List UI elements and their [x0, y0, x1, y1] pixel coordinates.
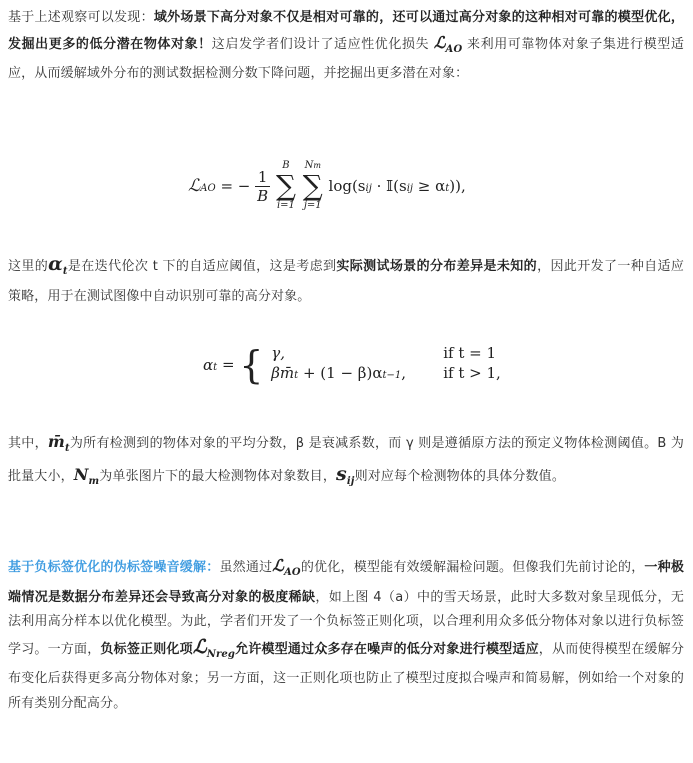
cases-block — [271, 343, 501, 386]
equation-alpha-t: αt = { γ, if t = 1 βm̄t + (1 − β)αt−1, if t > 1, — [203, 342, 501, 387]
equation-loss-ao: ℒAO = − $\frac{1}{B}$ B ∑ i=1 Nm ∑ j=1 log(sij · 𝕀(sij ≥ αt)), — [188, 160, 466, 211]
n-m-symbol: $N_m$ — [73, 464, 100, 487]
loss-nreg-symbol: ℒ$_{Nreg}$ — [192, 635, 236, 660]
sum-over-i: B ∑ i=1 — [275, 160, 296, 211]
intro-text-1: 这启发学者们设计了适应性优化损失 — [211, 36, 430, 52]
fraction-one-over-b: $\frac{1}{B}$ — [257, 167, 269, 205]
loss-ao-symbol: ℒ$_{AO}$ — [433, 32, 463, 55]
loss-ao-symbol-2: ℒ$_{AO}$ — [272, 556, 301, 578]
paragraph-intro — [8, 6, 684, 87]
alpha-t-symbol: $\alpha_t$ — [48, 253, 68, 277]
paragraph-negative-label: 基于负标签优化的伪标签噪音缓解：虽然通过ℒ$_{AO}$的优化，模型能有效缓解漏检问题。但像我们先前讨论的，一种极端情况是数据分布差异还会导致高分对象的极度稀缺，如上图 4（a）中的雪天场景，此时大多数对象呈现低分，无法利用高分样本以优化模型。为此，学者们开发了一个负标签正则化项，以合理利用众多低分物体对象以进行负标签学习。一方面，负标签正则化项ℒ$_{Nreg}$允许模型通过众多存在噪声的低分对象进行模型适应，从而使得模型在缓解分布变化后获得更多高分物体对象；另一方面，这一正则化项也防止了模型过度拟合噪声和简易解，例如给一个对象的所有类别分配高分。 — [8, 556, 684, 711]
case-row-1: γ, if t = 1 — [271, 344, 497, 362]
threshold-bold: 实际测试场景的分布差异是未知的 — [336, 259, 538, 274]
section-heading-accent: 基于负标签优化的伪标签噪音缓解： — [8, 560, 220, 575]
intro-lead: 基于上述观察可以发现： — [8, 10, 154, 25]
cases-brace: { — [239, 342, 264, 387]
paragraph-threshold: 这里的$\alpha_t$是在迭代伦次 t 下的自适应阈值，这是考虑到实际测试场景的分布差异是未知的，因此开发了一种自适应策略，用于在测试图像中自动识别可靠的高分对象。 — [8, 253, 684, 304]
paragraph-definitions: 其中，$m̄_t$为所有检测到的物体对象的平均分数，β 是衰减系数，而 γ 则是遵循原方法的预定义物体检测阈值。B 为批量大小，$N_m$为单张图片下的最大检测物体对象数目，$s_{ij}$则对应每个检测物体的具体分数值。 — [8, 432, 684, 487]
neg-label-bold-2: 允许模型通过众多存在噪声的低分对象进行模型适应 — [235, 641, 539, 657]
mbar-t-symbol: $m̄_t$ — [47, 432, 70, 454]
intro-bold-claim: 域外场景下高分对象不仅是相对可靠的，还可以通过高分对象的这种相对可靠的模型优化，发掘出更多的低分潜在物体对象！ — [8, 10, 684, 52]
neg-label-bold: 负标签正则化项 — [100, 641, 193, 657]
equation-body: log(sij · 𝕀(sij ≥ αt)), — [328, 177, 466, 195]
sum-over-j: Nm ∑ j=1 — [302, 160, 323, 211]
s-ij-symbol: $s_{ij}$ — [335, 462, 355, 487]
extreme-case-bold: 一种极端情况是数据分布差异还会导致高分对象的极度稀缺 — [8, 560, 684, 605]
intro-text-2: 来利用可靠物体对象子集进行模型适应，从而缓解域外分布的测试数据检测分数下降问题，并挖掘出更多潜在对象： — [8, 36, 684, 81]
case-row-2: βm̄t + (1 − β)αt−1, if t > 1, — [271, 364, 501, 382]
